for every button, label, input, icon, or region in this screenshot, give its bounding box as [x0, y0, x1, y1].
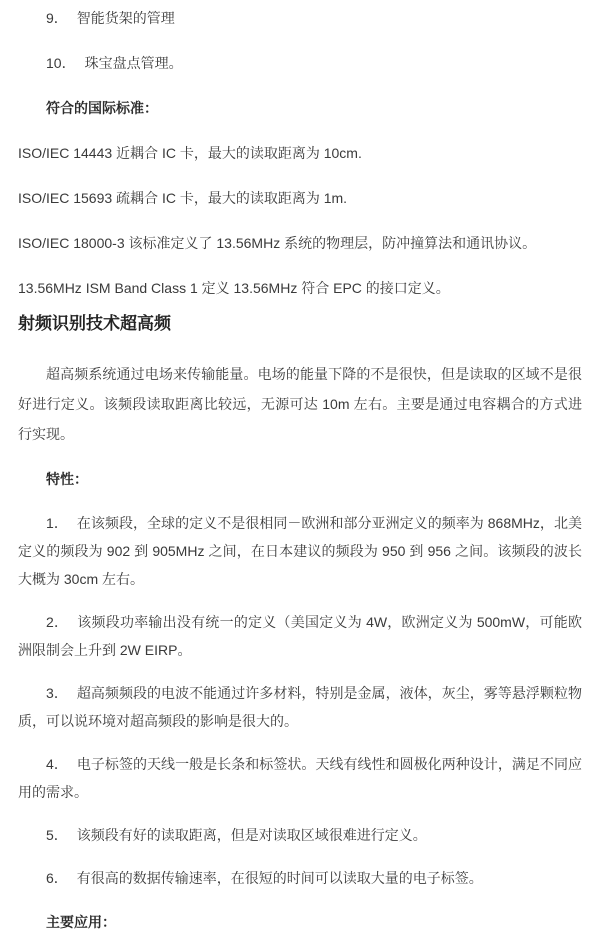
feature-item — [18, 750, 582, 806]
numbered-list-item — [18, 3, 582, 33]
feature-item — [18, 821, 582, 849]
item-number: 1． — [46, 515, 68, 531]
item-number: 4． — [46, 756, 68, 772]
section-heading-uhf: 射频识别技术超高频 — [18, 314, 171, 333]
standard-line: ISO/IEC 14443 近耦合 IC 卡，最大的读取距离为 10cm. — [18, 145, 362, 161]
item-text: 智能货架的管理 — [76, 10, 175, 26]
item-text: 在该频段，全球的定义不是很相同－欧洲和部分亚洲定义的频率为 868MHz，北美定义的频段为 902 到 905MHz 之间，在日本建议的频段为 950 到 956 之间。该频段的波长大概为 30cm 左右。 — [18, 515, 582, 587]
item-number: 5． — [46, 827, 68, 843]
uhf-intro-paragraph: 超高频系统通过电场来传输能量。电场的能量下降的不是很快，但是读取的区域不是很好进行定义。该频段读取距离比较远，无源可达 10m 左右。主要是通过电容耦合的方式进行实现。 — [18, 366, 582, 442]
features-label: 特性： — [46, 471, 88, 487]
item-number: 10． — [46, 55, 76, 71]
item-number: 2． — [46, 614, 69, 630]
item-text: 超高频频段的电波不能通过许多材料，特别是金属，液体，灰尘，雾等悬浮颗粒物质，可以说环境对超高频段的影响是很大的。 — [18, 685, 582, 729]
item-number: 6． — [46, 870, 68, 886]
numbered-list-item — [18, 48, 582, 78]
feature-item — [18, 509, 582, 593]
item-text: 有很高的数据传输速率，在很短的时间可以读取大量的电子标签。 — [76, 870, 483, 886]
item-text: 该频段有好的读取距离，但是对读取区域很难进行定义。 — [76, 827, 427, 843]
item-text: 珠宝盘点管理。 — [84, 55, 183, 71]
item-number: 3． — [46, 685, 68, 701]
item-number: 9． — [46, 10, 68, 26]
standards-label: 符合的国际标准： — [46, 100, 158, 116]
applications-label: 主要应用： — [46, 914, 116, 930]
standard-line: ISO/IEC 18000-3 该标准定义了 13.56MHz 系统的物理层，防冲撞算法和通讯协议。 — [18, 235, 537, 251]
feature-item — [18, 608, 582, 664]
standard-line: 13.56MHz ISM Band Class 1 定义 13.56MHz 符合 EPC 的接口定义。 — [18, 280, 450, 296]
feature-item — [18, 679, 582, 735]
item-text: 该频段功率输出没有统一的定义（美国定义为 4W，欧洲定义为 500mW，可能欧洲限制会上升到 2W EIRP。 — [18, 614, 582, 658]
feature-item — [18, 864, 582, 892]
item-text: 电子标签的天线一般是长条和标签状。天线有线性和圆极化两种设计，满足不同应用的需求。 — [18, 756, 582, 800]
standard-line: ISO/IEC 15693 疏耦合 IC 卡，最大的读取距离为 1m. — [18, 190, 348, 206]
